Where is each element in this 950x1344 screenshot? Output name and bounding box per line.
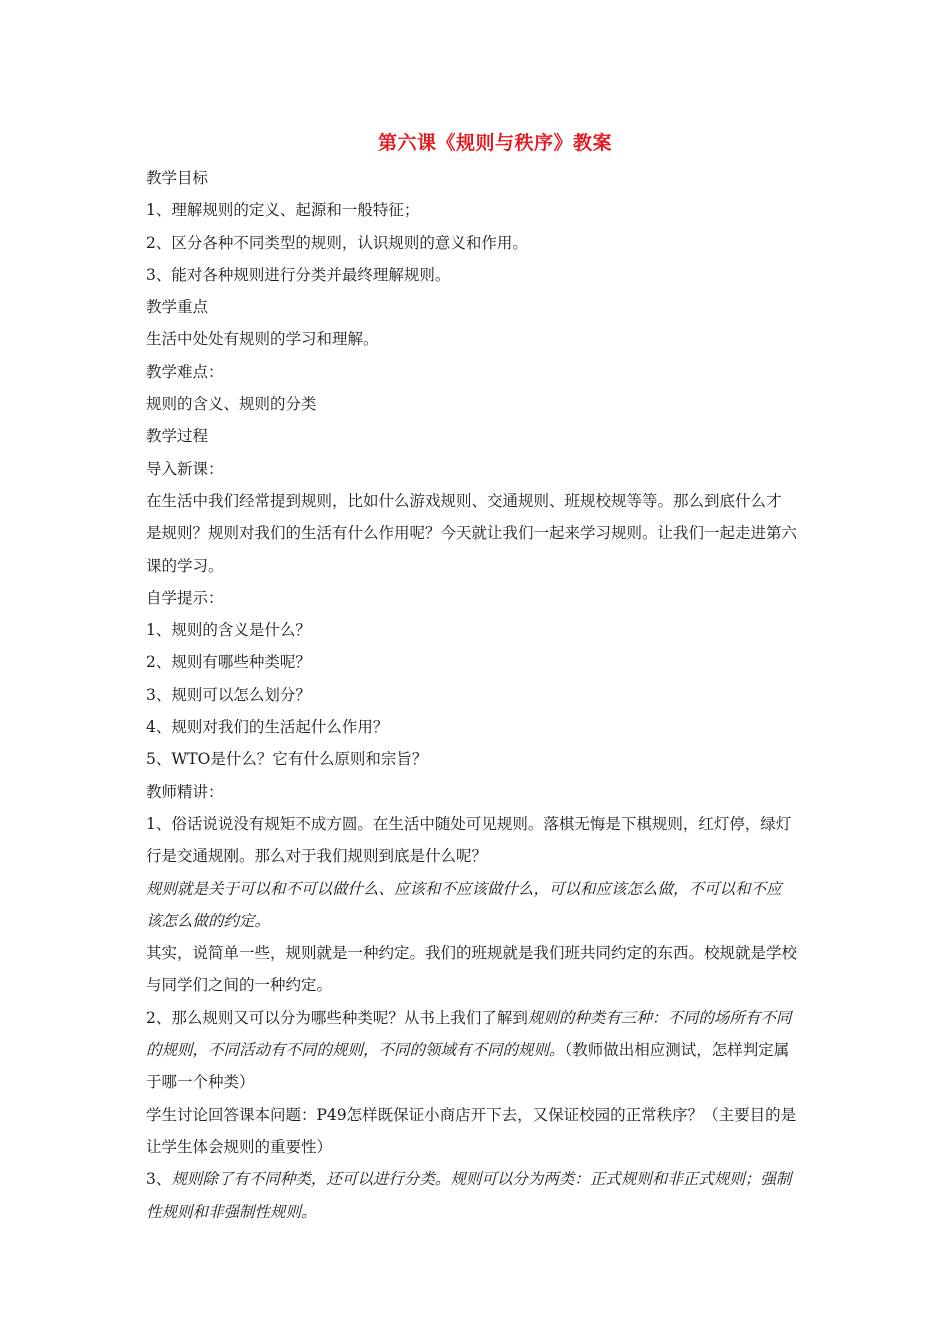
text-segment: 5、WTO是什么？它有什么原则和宗旨？ [146, 750, 428, 769]
text-line [146, 1034, 850, 1066]
document-body [146, 162, 850, 1228]
text-segment: 行是交通规刚。那么对于我们规则到底是什么呢？ [146, 847, 488, 866]
italic-text: 性规则和非强制性规则。 [146, 1202, 317, 1221]
text-line [146, 1002, 850, 1034]
text-line [146, 582, 850, 614]
text-segment: 规则的含义、规则的分类 [146, 395, 317, 414]
text-line [146, 259, 850, 291]
text-segment: 教学目标 [146, 169, 209, 187]
text-line [146, 517, 850, 549]
text-segment: 1、理解规则的定义、起源和一般特征； [146, 201, 420, 220]
text-line [146, 323, 850, 355]
text-line [146, 227, 850, 259]
text-line [146, 356, 850, 388]
text-segment: 1、规则的含义是什么？ [146, 621, 311, 640]
text-line [146, 291, 850, 323]
text-line [146, 743, 850, 775]
text-segment: 其实，说简单一些，规则就是一种约定。我们的班规就是我们班共同约定的东西。校规就是学校 [146, 944, 798, 963]
text-line [146, 808, 850, 840]
text-segment: 教师精讲： [146, 782, 224, 801]
text-line [146, 873, 850, 905]
text-segment: 4、规则对我们的生活起什么作用？ [146, 718, 389, 737]
page-title: 第六课《规则与秩序》教案 [377, 132, 612, 154]
text-segment: 教学难点： [146, 362, 224, 381]
italic-text: 规则除了有不同种类，还可以进行分类。规则可以分为两类：正式规则和非正式规则；强制 [171, 1170, 792, 1189]
text-line [146, 711, 850, 743]
italic-text: 规则就是关于可以和不可以做什么、应该和不应该做什么，可以和应该怎么做，不可以和不应 [146, 879, 782, 898]
text-line [146, 646, 850, 678]
text-segment: 2、那么规则又可以分为哪些种类呢？从书上我们了解到 [146, 1008, 528, 1027]
text-line [146, 1131, 850, 1163]
text-line [146, 679, 850, 711]
text-line [146, 1099, 850, 1131]
text-line [146, 937, 850, 969]
text-segment: 2、区分各种不同类型的规则，认识规则的意义和作用。 [146, 233, 528, 252]
text-segment: 自学提示： [146, 588, 224, 607]
text-line [146, 453, 850, 485]
text-line [146, 194, 850, 226]
text-line [146, 388, 850, 420]
text-line [146, 776, 850, 808]
text-segment: 3、规则可以怎么划分？ [146, 685, 311, 704]
text-line [146, 1066, 850, 1098]
text-segment: 1、俗话说说没有规矩不成方圆。在生活中随处可见规则。落棋无悔是下棋规则，红灯停，绿灯 [146, 814, 792, 833]
text-line [146, 614, 850, 646]
italic-text: 的规则，不同活动有不同的规则，不同的领域有不同的规则。 [146, 1041, 565, 1060]
text-segment: 与同学们之间的一种约定。 [146, 976, 333, 995]
text-segment: 课的学习。 [146, 556, 224, 575]
text-segment: 3、能对各种规则进行分类并最终理解规则。 [146, 265, 451, 284]
text-segment: 导入新课： [146, 459, 224, 478]
text-line [146, 550, 850, 582]
italic-text: 规则的种类有三种：不同的场所有不同 [527, 1008, 792, 1027]
text-line [146, 162, 850, 194]
text-line [146, 1196, 850, 1228]
italic-text: 该怎么做的约定。 [146, 911, 271, 930]
text-segment: 教学过程 [146, 427, 209, 446]
text-segment: （教师做出相应测试，怎样判定属 [564, 1041, 790, 1060]
text-line [146, 1163, 850, 1195]
text-line [146, 905, 850, 937]
text-line [146, 840, 850, 872]
text-segment: 教学重点 [146, 298, 209, 317]
text-segment: 是规则？规则对我们的生活有什么作用呢？今天就让我们一起来学习规则。让我们一起走进第六 [146, 524, 798, 543]
text-segment: 让学生体会规则的重要性） [146, 1137, 333, 1156]
text-line [146, 485, 850, 517]
text-segment: 2、规则有哪些种类呢？ [146, 653, 311, 672]
text-line [146, 969, 850, 1001]
text-segment: 学生讨论回答课本问题：P49怎样既保证小商店开下去，又保证校园的正常秩序？（主要目的是 [146, 1105, 797, 1124]
text-segment: 于哪一个种类） [146, 1073, 255, 1092]
text-segment: 生活中处处有规则的学习和理解。 [146, 330, 379, 349]
text-segment: 3、 [146, 1170, 172, 1189]
text-segment: 在生活中我们经常提到规则，比如什么游戏规则、交通规则、班规校规等等。那么到底什么才 [146, 491, 782, 510]
text-line [146, 420, 850, 452]
